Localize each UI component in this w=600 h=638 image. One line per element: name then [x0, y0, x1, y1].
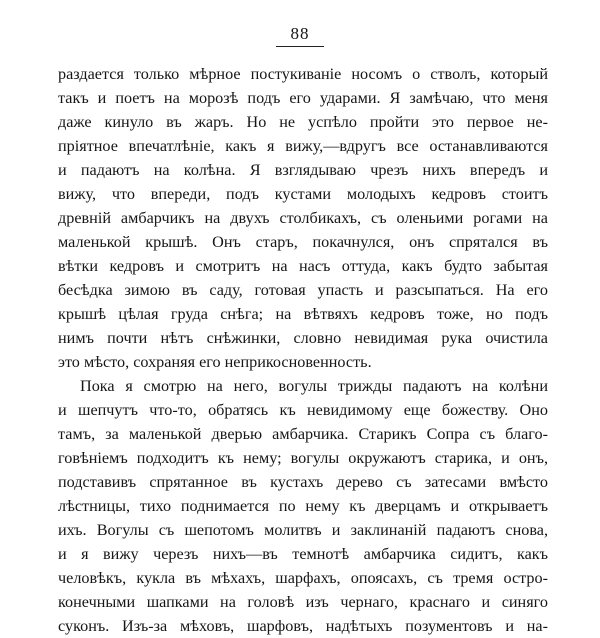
paragraph-end-line: это мѣсто, сохраняя его неприкосновенность. — [58, 353, 372, 371]
text-line: и падаютъ на колѣна. Я взглядываю чрезъ нихъ впередъ и — [58, 161, 548, 179]
text-line: подставивъ спрятанное въ кустахъ дерево съ затесами вмѣсто — [58, 473, 548, 491]
text-line: такъ и поетъ на морозѣ подъ его ударами. Я замѣчаю, что меня — [58, 89, 548, 107]
paragraph-start-line: Пока я смотрю на него, вогулы трижды падаютъ на колѣни — [80, 377, 548, 395]
text-line: древній амбарчикъ на двухъ столбикахъ, съ оленьими рогами на — [58, 209, 548, 227]
text-line: тамъ, за маленькой дверью амбарчика. Старикъ Сопра съ благо- — [58, 425, 548, 443]
text-line: вижу, что впереди, подъ кустами молодыхъ кедровъ стоитъ — [58, 185, 548, 203]
text-line: и я вижу черезъ нихъ—въ темнотѣ амбарчика сидитъ, какъ — [58, 545, 548, 563]
text-line: и шепчутъ что-то, обратясь къ невидимому еще божеству. Оно — [58, 401, 548, 419]
page-number-rule — [276, 46, 324, 47]
text-line: человѣкъ, кукла въ мѣхахъ, шарфахъ, опоясахъ, съ тремя остро- — [58, 569, 548, 587]
text-line: говѣніемъ подходитъ къ нему; вогулы окружаютъ старика, и онъ, — [58, 449, 548, 467]
text-line: крышѣ цѣлая груда снѣга; на вѣтвяхъ кедровъ тоже, но подъ — [58, 305, 548, 323]
text-line: даже кинуло въ жаръ. Но не успѣло пройти это первое не- — [58, 113, 548, 131]
text-line: маленькой крышѣ. Онъ старъ, покачнулся, онъ спрятался въ — [58, 233, 548, 251]
text-line: суконъ. Изъ-за мѣховъ, шарфовъ, надѣтыхъ позументовъ и на- — [58, 617, 548, 635]
text-line: ихъ. Вогулы съ шепотомъ молитвъ и заклинаній падаютъ снова, — [58, 521, 548, 539]
text-line: нимъ почти нѣтъ снѣжинки, словно невидимая рука очистила — [58, 329, 548, 347]
text-line: лѣстницы, тихо поднимается по нему къ дверцамъ и открываетъ — [58, 497, 548, 515]
text-line: пріятное впечатлѣніе, какъ я вижу,—вдругъ все останавливаются — [58, 137, 548, 155]
text-line: вѣтки кедровъ и смотритъ на насъ оттуда, какъ будто забытая — [58, 257, 548, 275]
page-number: 88 — [290, 24, 310, 43]
body-text — [58, 62, 548, 638]
text-line: раздается только мѣрное постукиваніе носомъ о стволъ, который — [58, 65, 548, 83]
text-line: бесѣдка зимою въ саду, готовая упасть и разсыпаться. На его — [58, 281, 548, 299]
text-line: конечными шапками на головѣ изъ чернаго, краснаго и синяго — [58, 593, 548, 611]
